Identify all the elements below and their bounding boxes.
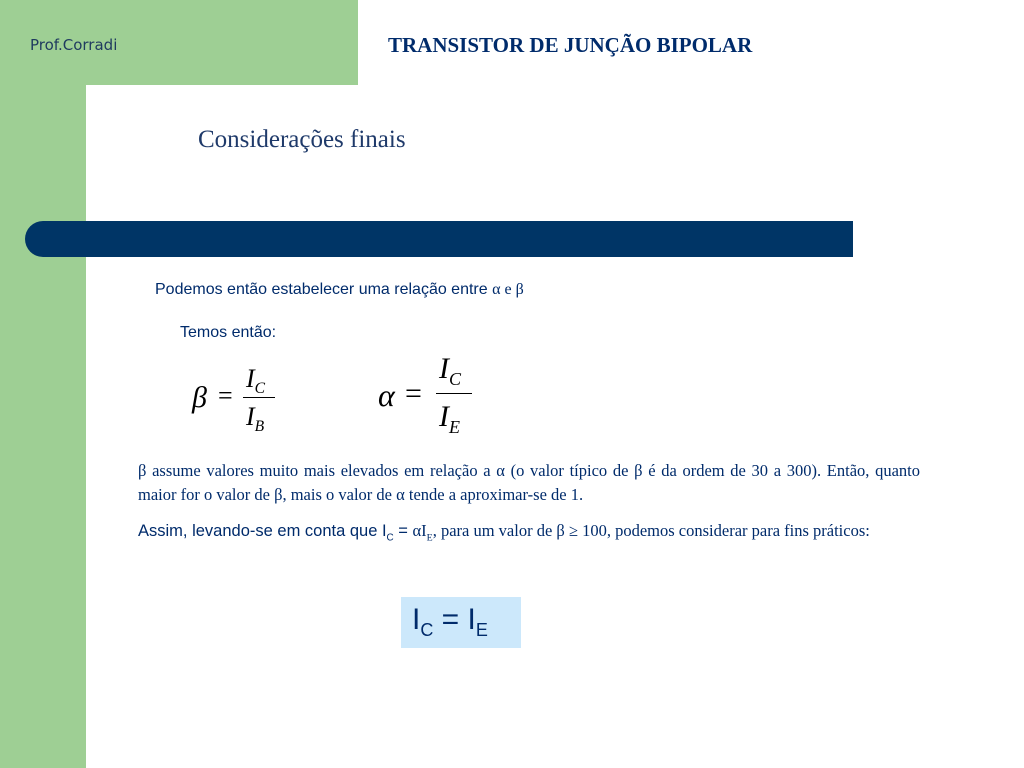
- beta-symbol: β: [192, 381, 207, 414]
- beta-num: $I_C$: [246, 364, 266, 398]
- alpha-den: $I_E$: [439, 400, 460, 437]
- result-equation: $I_C = I_E$: [412, 603, 488, 640]
- sidebar-band: [0, 0, 86, 768]
- beta-den: $I_B$: [246, 402, 265, 436]
- divider-bar: [25, 221, 853, 257]
- alpha-symbol: α: [378, 377, 395, 413]
- paragraph-beta-values: β assume valores muito mais elevados em relação a α (o valor típico de β é da ordem de 30 a 300). Então, quanto maior for o valor de β, mais o valor de α tende a aproximar-se de 1.: [138, 461, 920, 504]
- alpha-num: $I_C$: [439, 352, 462, 389]
- slide-subtitle: Considerações finais: [198, 126, 406, 153]
- beta-equals: =: [218, 381, 233, 410]
- alpha-equals: =: [405, 377, 422, 410]
- author-label: Prof.Corradi: [30, 36, 118, 54]
- slide-title: TRANSISTOR DE JUNÇÃO BIPOLAR: [388, 33, 753, 57]
- content-corner: [86, 85, 146, 145]
- beta-fraction-line: [243, 397, 275, 398]
- paragraph-conclusion: Assim, levando-se em conta que $I_C = \alpha I_E$, para um valor de β ≥ 100, podemos considerar para fins práticos:: [138, 521, 870, 544]
- intro-line: [155, 281, 524, 299]
- intro-greek: α e β: [492, 281, 524, 298]
- intro-text: Podemos então estabelecer uma relação entre: [155, 281, 493, 298]
- alpha-fraction-line: [436, 393, 472, 394]
- temos-line: Temos então:: [180, 324, 277, 341]
